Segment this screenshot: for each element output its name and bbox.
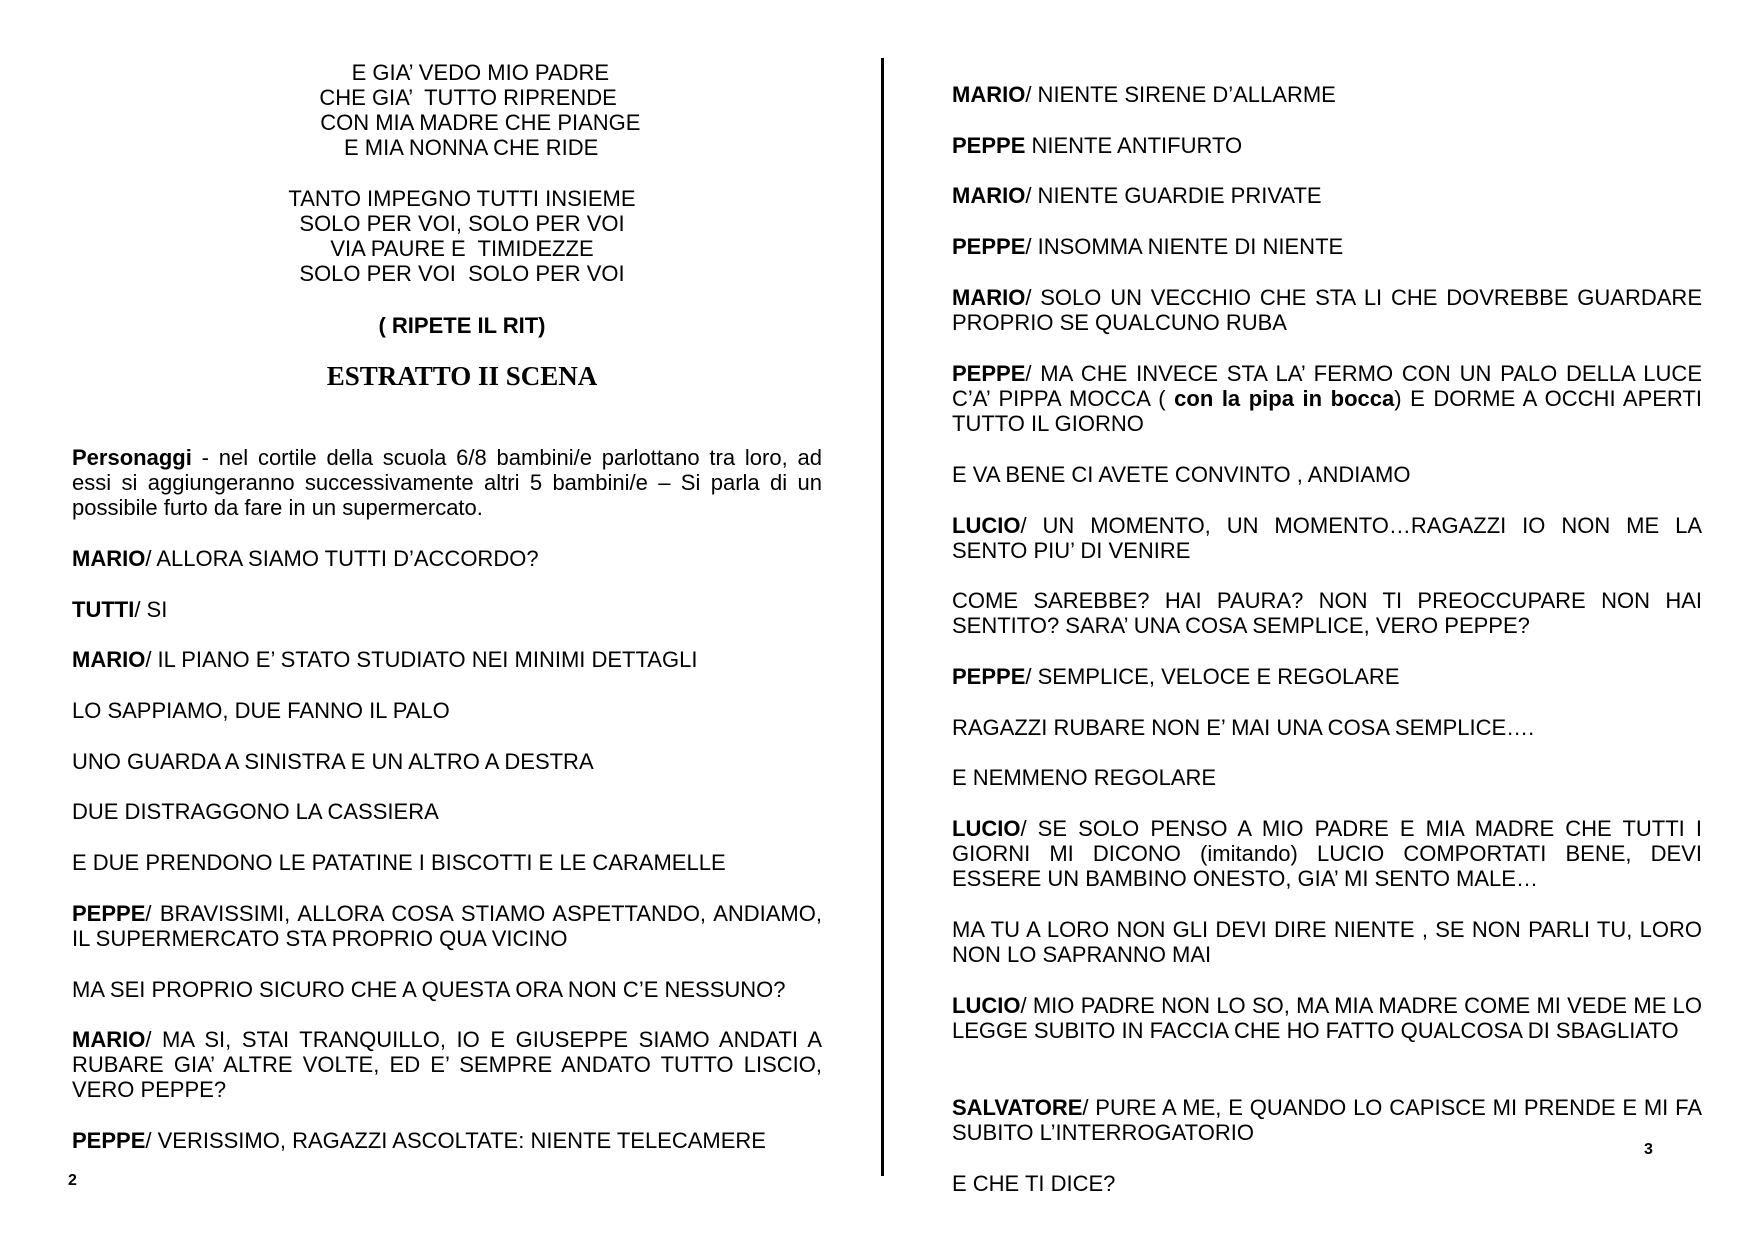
speaker-name: PEPPE	[72, 901, 146, 926]
characters-description	[72, 445, 822, 520]
speaker-name: TUTTI	[72, 597, 135, 622]
speaker-name: MARIO	[952, 82, 1026, 107]
verse-line: SOLO PER VOI, SOLO PER VOI	[299, 211, 625, 236]
dialogue-text: E NEMMENO REGOLARE	[952, 765, 1217, 790]
dialogue-line	[952, 993, 1702, 1043]
speaker-name: LUCIO	[952, 513, 1021, 538]
verse-line: VIA PAURE E TIMIDEZZE	[330, 236, 594, 261]
dialogue-line	[952, 1095, 1702, 1145]
speaker-name: PEPPE	[952, 361, 1026, 386]
verse-line: E MIA NONNA CHE RIDE	[325, 135, 599, 160]
speaker-name: PEPPE	[952, 664, 1026, 689]
dialogue-text: / SOLO UN VECCHIO CHE STA LI CHE DOVREBBE GUARDARE PROPRIO SE QUALCUNO RUBA	[952, 285, 1702, 335]
dialogue-line	[72, 749, 822, 774]
dialogue-line	[72, 546, 822, 571]
speaker-name: SALVATORE	[952, 1095, 1083, 1120]
dialogue-line	[72, 799, 822, 824]
dialogue-text: UNO GUARDA A SINISTRA E UN ALTRO A DESTRA	[72, 749, 594, 774]
dialogue-text: DUE DISTRAGGONO LA CASSIERA	[72, 799, 439, 824]
verse-line: CHE GIA’ TUTTO RIPRENDE	[307, 85, 617, 110]
dialogue-line	[952, 234, 1702, 259]
dialogue-text: E DUE PRENDONO LE PATATINE I BISCOTTI E LE CARAMELLE	[72, 850, 726, 875]
scene-title: ESTRATTO II SCENA	[326, 361, 598, 391]
dialogue-text: / MA SI, STAI TRANQUILLO, IO E GIUSEPPE SIAMO ANDATI A RUBARE GIA’ ALTRE VOLTE, ED E’ SEMPRE ANDATO TUTTO LISCIO, VERO PEPPE?	[72, 1027, 822, 1102]
speaker-name: PEPPE	[72, 1128, 146, 1153]
repeat-chorus-note: ( RIPETE IL RIT)	[378, 313, 546, 338]
dialogue-text: LO SAPPIAMO, DUE FANNO IL PALO	[72, 698, 450, 723]
dialogue-text: / MA CHE INVECE STA LA’ FERMO CON UN PALO DELLA LUCE C’A’ PIPPA MOCCA (	[952, 361, 1702, 411]
characters-text: - nel cortile della scuola 6/8 bambini/e parlottano tra loro, ad essi si aggiungeranno successivamente altri 5 bambini/e – Si parla di un possibile furto da fare in un supermercato.	[72, 445, 822, 520]
dialogue-text: / NIENTE GUARDIE PRIVATE	[1025, 183, 1322, 208]
dialogue-text: / IL PIANO E’ STATO STUDIATO NEI MINIMI DETTAGLI	[145, 647, 698, 672]
verse-line: CON MIA MADRE CHE PIANGE	[283, 110, 641, 135]
speaker-name: LUCIO	[952, 816, 1021, 841]
dialogue-line	[952, 183, 1702, 208]
speaker-name: MARIO	[72, 647, 146, 672]
verse-line: SOLO PER VOI SOLO PER VOI	[299, 261, 625, 286]
speaker-name: MARIO	[952, 285, 1026, 310]
dialogue-text: MA SEI PROPRIO SICURO CHE A QUESTA ORA NON C’E NESSUNO?	[72, 977, 786, 1002]
dialogue-line	[952, 361, 1702, 436]
dialogue-line	[72, 647, 822, 672]
dialogue-line	[952, 82, 1702, 107]
characters-label: Personaggi	[72, 445, 192, 470]
dialogue-text: / ALLORA SIAMO TUTTI D’ACCORDO?	[145, 546, 539, 571]
dialogue-text: / PURE A ME, E QUANDO LO CAPISCE MI PRENDE E MI FA SUBITO L’INTERROGATORIO	[952, 1095, 1702, 1145]
dialogue-text: E VA BENE CI AVETE CONVINTO , ANDIAMO	[952, 462, 1411, 487]
page-divider	[881, 58, 884, 1176]
speaker-name: LUCIO	[952, 993, 1021, 1018]
dialogue-line	[72, 901, 822, 951]
page-number: 3	[1644, 1141, 1653, 1158]
dialogue-text: COME SAREBBE? HAI PAURA? NON TI PREOCCUPARE NON HAI SENTITO? SARA’ UNA COSA SEMPLICE, VERO PEPPE?	[952, 588, 1702, 638]
verse-line: TANTO IMPEGNO TUTTI INSIEME	[288, 186, 636, 211]
dialogue-line	[952, 285, 1702, 335]
speaker-name: MARIO	[72, 1027, 146, 1052]
dialogue-line	[952, 715, 1702, 740]
dialogue-text: E CHE TI DICE?	[952, 1171, 1116, 1196]
dialogue-line	[952, 917, 1702, 967]
speaker-name: PEPPE	[952, 234, 1026, 259]
dialogue-text: / UN MOMENTO, UN MOMENTO…RAGAZZI IO NON ME LA SENTO PIU’ DI VENIRE	[952, 513, 1702, 563]
verse-line: E GIA’ VEDO MIO PADRE	[314, 60, 610, 85]
dialogue-text: / INSOMMA NIENTE DI NIENTE	[1025, 234, 1344, 259]
page-number: 2	[68, 1172, 77, 1189]
dialogue-line	[952, 513, 1702, 563]
song-stanza-1	[72, 60, 852, 160]
speaker-name: MARIO	[72, 546, 146, 571]
dialogue-line	[952, 1171, 1702, 1196]
dialogue-line	[952, 664, 1702, 689]
dialogue-line	[952, 765, 1702, 790]
speaker-name: PEPPE	[952, 133, 1026, 158]
dialogue-text: / VERISSIMO, RAGAZZI ASCOLTATE: NIENTE TELECAMERE	[145, 1128, 766, 1153]
dialogue-line	[952, 588, 1702, 638]
dialogue-text: / BRAVISSIMI, ALLORA COSA STIAMO ASPETTANDO, ANDIAMO, IL SUPERMERCATO STA PROPRIO QUA VICINO	[72, 901, 822, 951]
dialogue-text: / SI	[134, 597, 168, 622]
dialogue-line	[72, 1128, 822, 1153]
dialogue-text: / SE SOLO PENSO A MIO PADRE E MIA MADRE CHE TUTTI I GIORNI MI DICONO (imitando) LUCIO COMPORTATI BENE, DEVI ESSERE UN BAMBINO ONESTO, GIA’ MI SENTO MALE…	[952, 816, 1702, 891]
speaker-name: MARIO	[952, 183, 1026, 208]
dialogue-line	[952, 462, 1702, 487]
dialogue-text: / NIENTE SIRENE D’ALLARME	[1025, 82, 1336, 107]
song-stanza-2	[72, 186, 852, 286]
dialogue-line	[72, 1027, 822, 1102]
dialogue-text: RAGAZZI RUBARE NON E’ MAI UNA COSA SEMPLICE….	[952, 715, 1535, 740]
dialogue-line	[72, 977, 822, 1002]
dialogue-line	[72, 850, 822, 875]
dialogue-line	[72, 698, 822, 723]
dialogue-text: NIENTE ANTIFURTO	[1025, 133, 1243, 158]
dialogue-line	[952, 133, 1702, 158]
dialogue-text: ) E DORME A OCCHI APERTI TUTTO IL GIORNO	[952, 386, 1702, 436]
dialogue-text: / MIO PADRE NON LO SO, MA MIA MADRE COME MI VEDE ME LO LEGGE SUBITO IN FACCIA CHE HO FATTO QUALCOSA DI SBAGLIATO	[952, 993, 1702, 1043]
dialogue-line	[72, 597, 822, 622]
dialogue-text: / SEMPLICE, VELOCE E REGOLARE	[1025, 664, 1400, 689]
dialogue-text: MA TU A LORO NON GLI DEVI DIRE NIENTE , SE NON PARLI TU, LORO NON LO SAPRANNO MAI	[952, 917, 1702, 967]
stage-direction: con la pipa in bocca	[1174, 386, 1395, 411]
dialogue-line	[952, 816, 1702, 891]
